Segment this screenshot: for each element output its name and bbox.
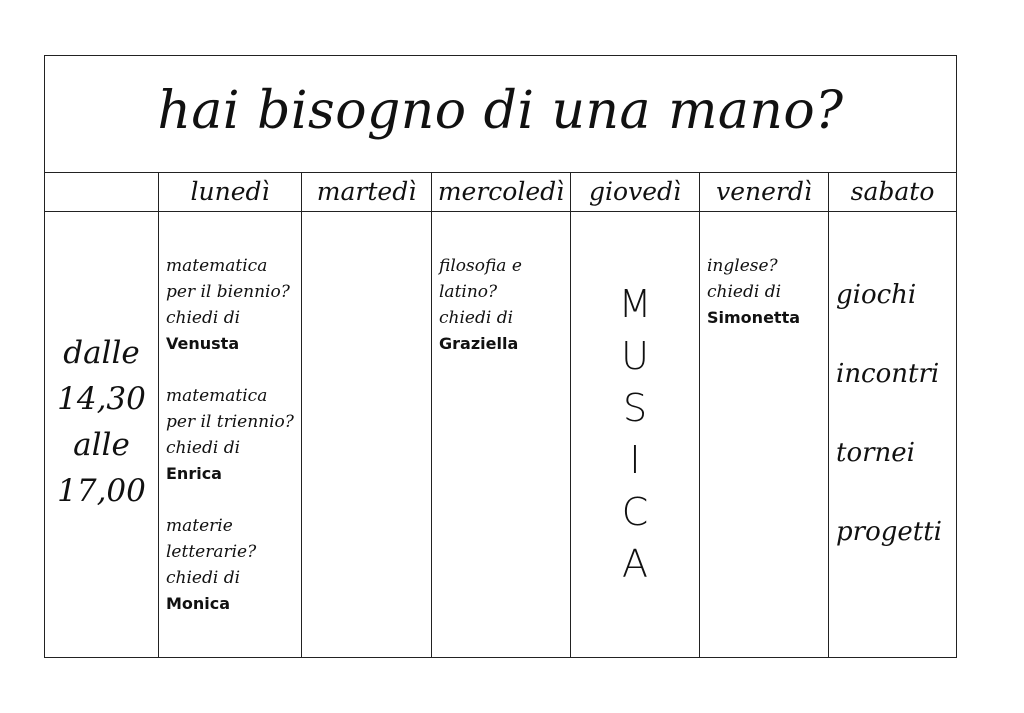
time-header bbox=[45, 172, 158, 212]
contact-name: Venusta bbox=[166, 334, 240, 353]
title-row bbox=[45, 56, 956, 173]
time-column bbox=[45, 172, 159, 657]
note-line: chiedi di bbox=[439, 308, 514, 328]
day-header-mercoledi: mercoledì bbox=[432, 172, 570, 212]
day-header-venerdi: venerdì bbox=[700, 172, 828, 212]
note-line: matematica bbox=[166, 386, 268, 406]
time-from-word: dalle bbox=[63, 335, 140, 371]
contact-name: Simonetta bbox=[707, 308, 801, 327]
mercoledi-notes bbox=[439, 253, 522, 383]
note-line: letterarie? bbox=[166, 542, 257, 562]
note-line: inglese? bbox=[707, 256, 778, 276]
time-to-word: alle bbox=[73, 427, 130, 463]
musica-letter: C bbox=[621, 490, 649, 534]
activity-item: giochi bbox=[836, 280, 917, 310]
note-block bbox=[166, 253, 294, 357]
schedule-grid bbox=[45, 172, 956, 657]
note-line: chiedi di bbox=[166, 438, 241, 458]
note-line: materie bbox=[166, 516, 233, 536]
schedule-sheet bbox=[44, 55, 957, 658]
page-title: hai bisogno di una mano? bbox=[157, 81, 844, 141]
contact-name: Monica bbox=[166, 594, 231, 613]
note-line: per il biennio? bbox=[166, 282, 290, 302]
contact-name: Graziella bbox=[439, 334, 519, 353]
column-martedi bbox=[302, 172, 432, 657]
note-line: filosofia e bbox=[439, 256, 522, 276]
note-line: matematica bbox=[166, 256, 268, 276]
activity-item: tornei bbox=[836, 438, 915, 468]
column-lunedi bbox=[159, 172, 302, 657]
musica-letter: U bbox=[621, 334, 649, 378]
venerdi-notes bbox=[707, 253, 800, 357]
note-line: chiedi di bbox=[707, 282, 782, 302]
column-mercoledi bbox=[432, 172, 571, 657]
day-header-lunedi: lunedì bbox=[159, 172, 301, 212]
time-to: 17,00 bbox=[57, 473, 146, 509]
musica-letter: M bbox=[618, 282, 652, 326]
column-giovedi bbox=[571, 172, 700, 657]
column-venerdi bbox=[700, 172, 829, 657]
note-block bbox=[166, 383, 294, 487]
day-header-martedi: martedì bbox=[302, 172, 431, 212]
musica-letter: S bbox=[622, 386, 648, 430]
note-block bbox=[166, 513, 294, 617]
note-line: latino? bbox=[439, 282, 498, 302]
musica-letter: I bbox=[629, 438, 641, 482]
lunedi-notes bbox=[166, 253, 294, 643]
time-from: 14,30 bbox=[57, 381, 146, 417]
musica-vertical-text bbox=[571, 278, 699, 590]
note-line: chiedi di bbox=[166, 568, 241, 588]
column-sabato bbox=[829, 172, 956, 657]
activity-item: incontri bbox=[836, 359, 940, 389]
time-range bbox=[45, 330, 158, 514]
activity-item: progetti bbox=[836, 517, 942, 547]
note-line: chiedi di bbox=[166, 308, 241, 328]
musica-letter: A bbox=[622, 542, 648, 586]
note-block bbox=[439, 253, 522, 357]
note-line: per il triennio? bbox=[166, 412, 294, 432]
day-header-sabato: sabato bbox=[829, 172, 956, 212]
day-header-giovedi: giovedì bbox=[571, 172, 699, 212]
contact-name: Enrica bbox=[166, 464, 222, 483]
note-block bbox=[707, 253, 800, 331]
sabato-activities bbox=[836, 256, 942, 572]
